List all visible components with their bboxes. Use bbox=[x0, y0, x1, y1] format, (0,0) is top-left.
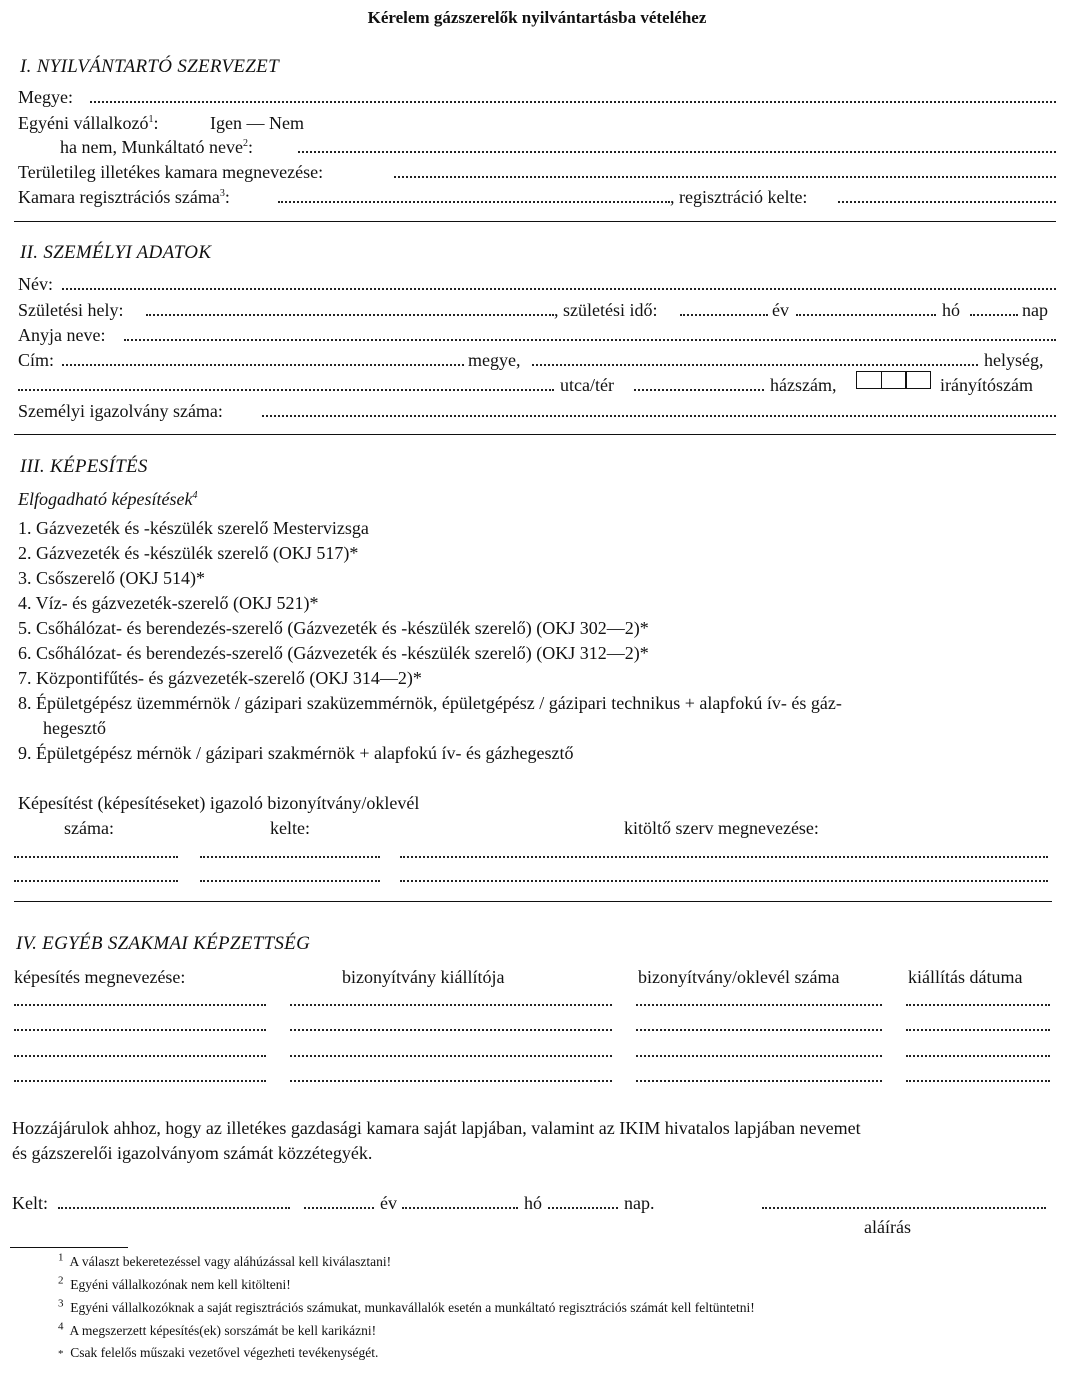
hazszam-label: házszám, bbox=[770, 375, 837, 395]
qual-number-field[interactable] bbox=[636, 1055, 882, 1057]
qual-date-field[interactable] bbox=[906, 1029, 1050, 1031]
qual-date-field[interactable] bbox=[906, 1080, 1050, 1082]
nap-label: nap bbox=[1022, 300, 1048, 320]
qualification-item[interactable]: 5. Csőhálózat- és berendezés-szerelő (Gázvezeték és -készülék szerelő) (OKJ 302—2)* bbox=[18, 618, 649, 638]
kamara-nev-field[interactable] bbox=[394, 176, 1056, 178]
qual-number-field[interactable] bbox=[636, 1080, 882, 1082]
col-szama: bizonyítvány/oklevél száma bbox=[638, 967, 840, 987]
cert-number-field[interactable] bbox=[14, 856, 178, 858]
kelt-month-field[interactable] bbox=[402, 1207, 518, 1209]
section-2-heading: II. SZEMÉLYI ADATOK bbox=[20, 242, 212, 263]
kelt-place-field[interactable] bbox=[58, 1207, 290, 1209]
szul-ido-label: , születési idő: bbox=[554, 300, 658, 320]
qual-name-field[interactable] bbox=[14, 1004, 266, 1006]
qualification-item[interactable]: 9. Épületgépész mérnök / gázipari szakmérnök + alapfokú ív- és gázhegesztő bbox=[18, 743, 574, 763]
qualification-item[interactable]: 8. Épületgépész üzemmérnök / gázipari szaküzemmérnök, épületgépész / gázipari technikus + alapfokú ív- és gáz- bbox=[18, 693, 842, 713]
qual-number-field[interactable] bbox=[636, 1004, 882, 1006]
section-4-heading: IV. EGYÉB SZAKMAI KÉPZETTSÉG bbox=[16, 933, 311, 954]
section-3-heading: III. KÉPESÍTÉS bbox=[20, 456, 148, 477]
footnote: $^2$ Egyéni vállalkozónak nem kell kitölteni! bbox=[58, 1274, 291, 1292]
col-kiallito: bizonyítvány kiállítója bbox=[342, 967, 505, 987]
qual-date-field[interactable] bbox=[906, 1055, 1050, 1057]
cert-issuer-field[interactable] bbox=[400, 856, 1048, 858]
page-title: Kérelem gázszerelők nyilvántartásba vételéhez bbox=[367, 8, 707, 27]
qual-issuer-field[interactable] bbox=[290, 1055, 612, 1057]
igen-nem-choice[interactable]: Igen — Nem bbox=[210, 113, 304, 133]
section-divider bbox=[14, 901, 1052, 902]
kelt-ho-label: hó bbox=[524, 1193, 542, 1213]
footnote-rule bbox=[10, 1247, 128, 1248]
szemelyi-field[interactable] bbox=[262, 415, 1056, 417]
helyseg-field[interactable] bbox=[532, 364, 978, 366]
consent-line-1: Hozzájárulok ahhoz, hogy az illetékes gazdasági kamara saját lapjában, valamint az IKIM hivatalos lapjában nevemet bbox=[12, 1118, 861, 1138]
qualification-item-continuation: hegesztő bbox=[43, 718, 106, 738]
utca-field[interactable] bbox=[18, 389, 554, 391]
qualification-item[interactable]: 1. Gázvezeték és -készülék szerelő Mestervizsga bbox=[18, 518, 369, 538]
kamara-reg-label: Kamara regisztrációs száma$^3$: bbox=[18, 187, 230, 207]
egyeni-vallalkozo-label: Egyéni vállalkozó$^1$: bbox=[18, 113, 159, 133]
szemelyi-label: Személyi igazolvány száma: bbox=[18, 401, 223, 421]
col-szama: száma: bbox=[64, 818, 114, 838]
qual-issuer-field[interactable] bbox=[290, 1080, 612, 1082]
megye-label: Megye: bbox=[18, 87, 73, 107]
section-divider bbox=[14, 221, 1056, 222]
szul-hely-label: Születési hely: bbox=[18, 300, 124, 320]
reg-kelte-label: , regisztráció kelte: bbox=[670, 187, 808, 207]
qual-issuer-field[interactable] bbox=[290, 1029, 612, 1031]
qualifications-subheading: Elfogadható képesítések$^4$ bbox=[18, 489, 198, 509]
munkaltato-field[interactable] bbox=[298, 151, 1056, 153]
szul-nap-field[interactable] bbox=[970, 314, 1018, 316]
iranyitoszam-label: irányítószám bbox=[940, 375, 1033, 395]
qual-number-field[interactable] bbox=[636, 1029, 882, 1031]
megye-field[interactable] bbox=[90, 101, 1056, 103]
consent-line-2: és gázszerelői igazolványom számát közzétegyék. bbox=[12, 1143, 373, 1163]
qual-issuer-field[interactable] bbox=[290, 1004, 612, 1006]
kelt-nap-label: nap. bbox=[624, 1193, 655, 1213]
qual-name-field[interactable] bbox=[14, 1055, 266, 1057]
anyja-neve-label: Anyja neve: bbox=[18, 325, 106, 345]
cert-date-field[interactable] bbox=[200, 880, 380, 882]
qualification-item[interactable]: 2. Gázvezeték és -készülék szerelő (OKJ 517)* bbox=[18, 543, 359, 563]
section-divider bbox=[14, 434, 1056, 435]
kelt-year-field[interactable] bbox=[304, 1207, 374, 1209]
kamara-reg-field[interactable] bbox=[278, 201, 670, 203]
megye-address-label: megye, bbox=[468, 350, 521, 370]
reg-kelte-field[interactable] bbox=[838, 201, 1056, 203]
helyseg-label: helység, bbox=[984, 350, 1044, 370]
iranyitoszam-boxes[interactable] bbox=[856, 371, 930, 391]
alairas-label: aláírás bbox=[864, 1217, 911, 1237]
szul-ho-field[interactable] bbox=[796, 314, 936, 316]
szul-ev-field[interactable] bbox=[680, 314, 768, 316]
nev-label: Név: bbox=[18, 274, 53, 294]
section-1-heading: I. NYILVÁNTARTÓ SZERVEZET bbox=[20, 56, 279, 77]
szul-hely-field[interactable] bbox=[146, 314, 554, 316]
footnote: $^4$ A megszerzett képesítés(ek) sorszámát be kell karikázni! bbox=[58, 1320, 377, 1338]
cim-label: Cím: bbox=[18, 350, 55, 370]
qual-date-field[interactable] bbox=[906, 1004, 1050, 1006]
certificate-heading: Képesítést (képesítéseket) igazoló bizonyítvány/oklevél bbox=[18, 793, 420, 813]
kelt-ev-label: év bbox=[380, 1193, 397, 1213]
cert-number-field[interactable] bbox=[14, 880, 178, 882]
kamara-nev-label: Területileg illetékes kamara megnevezése: bbox=[18, 162, 324, 182]
col-datum: kiállítás dátuma bbox=[908, 967, 1023, 987]
qual-name-field[interactable] bbox=[14, 1080, 266, 1082]
cert-date-field[interactable] bbox=[200, 856, 380, 858]
munkaltato-label: ha nem, Munkáltató neve$^2$: bbox=[60, 137, 253, 157]
ev-label: év bbox=[772, 300, 789, 320]
qualification-item[interactable]: 3. Csőszerelő (OKJ 514)* bbox=[18, 568, 205, 588]
qualification-item[interactable]: 4. Víz- és gázvezeték-szerelő (OKJ 521)* bbox=[18, 593, 319, 613]
col-kitolto: kitöltő szerv megnevezése: bbox=[624, 818, 819, 838]
footnote: $^3$ Egyéni vállalkozóknak a saját regisztrációs számukat, munkavállalók esetén a munkáltató regisztrációs számát kell feltüntetni! bbox=[58, 1297, 755, 1315]
footnote: * Csak felelős műszaki vezetővel végezheti tevékenységét. bbox=[58, 1345, 379, 1360]
megye-address-field[interactable] bbox=[62, 364, 464, 366]
footnote: $^1$ A választ bekeretezéssel vagy aláhúzással kell kiválasztani! bbox=[58, 1251, 392, 1269]
qualification-item[interactable]: 7. Központifűtés- és gázvezeték-szerelő (OKJ 314—2)* bbox=[18, 668, 422, 688]
qual-name-field[interactable] bbox=[14, 1029, 266, 1031]
nev-field[interactable] bbox=[62, 288, 1056, 290]
col-kepesites: képesítés megnevezése: bbox=[14, 967, 186, 987]
kelt-label: Kelt: bbox=[12, 1193, 48, 1213]
anyja-neve-field[interactable] bbox=[124, 339, 1056, 341]
cert-issuer-field[interactable] bbox=[400, 880, 1048, 882]
col-kelte: kelte: bbox=[270, 818, 310, 838]
hazszam-field[interactable] bbox=[634, 389, 764, 391]
qualification-item[interactable]: 6. Csőhálózat- és berendezés-szerelő (Gázvezeték és -készülék szerelő) (OKJ 312—2)* bbox=[18, 643, 649, 663]
utca-label: utca/tér bbox=[560, 375, 614, 395]
signature-field[interactable] bbox=[762, 1207, 1046, 1209]
ho-label: hó bbox=[942, 300, 960, 320]
kelt-day-field[interactable] bbox=[548, 1207, 618, 1209]
